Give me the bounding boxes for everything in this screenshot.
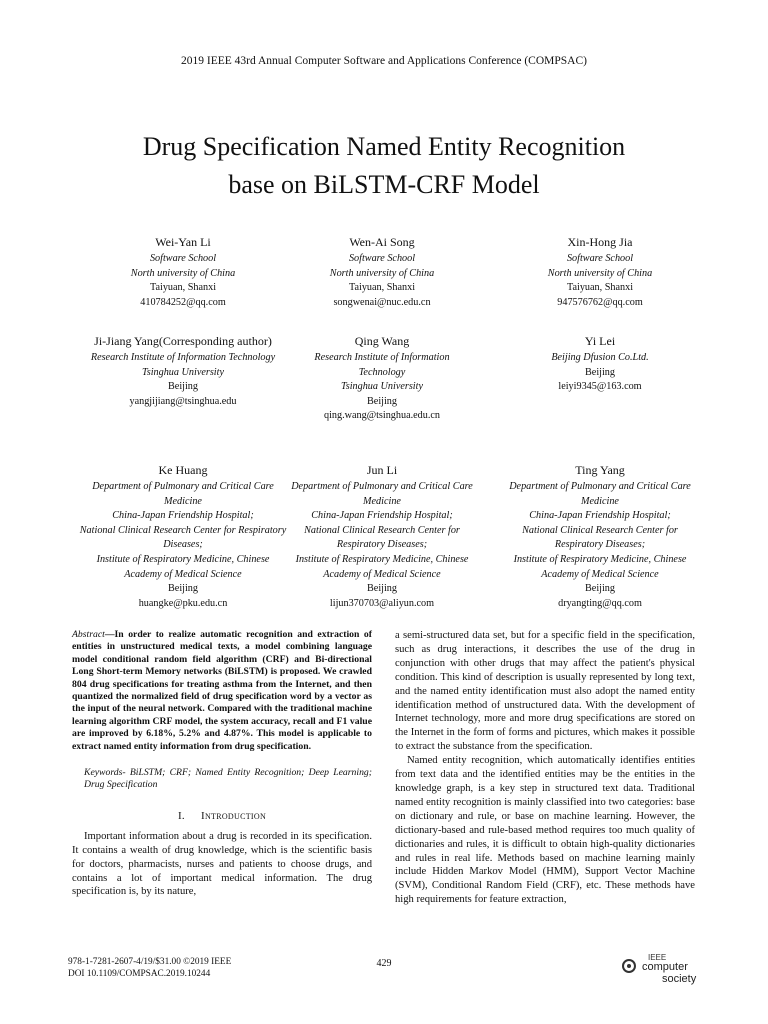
author-affiliation-line: Beijing: [585, 583, 615, 595]
author-affiliation-line[interactable]: 410784252@qq.com: [140, 296, 226, 308]
logo-text-computer: computer: [642, 961, 688, 973]
page-number: 429: [376, 958, 392, 969]
author-affiliation-line[interactable]: huangke@pku.edu.cn: [138, 597, 228, 609]
author-name: Jun Li: [366, 463, 398, 477]
author-card: [290, 462, 474, 611]
author-affiliation-line[interactable]: qing.wang@tsinghua.edu.cn: [323, 410, 441, 422]
author-affiliation-line: Beijing: [585, 366, 615, 378]
author-affiliation-line: National Clinical Research Center for Respiratory Diseases;: [79, 524, 287, 551]
logo-text-society: society: [662, 973, 697, 985]
author-card: [78, 333, 288, 409]
author-affiliation-line: Tsinghua University: [341, 381, 423, 393]
abstract: [72, 629, 372, 753]
intro-paragraph: Important information about a drug is recorded in its specification. It contains a wealth of drug knowledge, which is the scientific basis for doctors, pharmacists, nurses and patients to choose drugs, and contains a lot of important medical information. The drug specification is, by its nature,: [72, 830, 372, 898]
right-paragraph-1: a semi-structured data set, but for a specific field in the specification, such as drug interactions, it describes the use of the drug in conjunction with other drugs that may affect the patient's physical condition. This kind of description is usually represented by long text, and the named entity identification must also adopt the named entity identification method of unstructured data. With the development of Internet technology, more and more drug specifications are stored on the Internet in the form of forms and pictures, which makes it possible to extract the substance from the specification.: [395, 630, 695, 753]
author-name: Wei-Yan Li: [155, 235, 211, 249]
author-name: Ji-Jiang Yang(Corresponding author): [94, 334, 272, 348]
author-affiliation-line: Beijing: [367, 583, 397, 595]
author-affiliation-line: Taiyuan, Shanxi: [149, 282, 217, 294]
author-card: [508, 462, 692, 611]
author-name: Qing Wang: [354, 334, 410, 348]
author-affiliation-line: Beijing: [168, 381, 198, 393]
author-affiliation-line: North university of China: [130, 267, 236, 279]
author-affiliation-line: Department of Pulmonary and Critical Care Medicine: [509, 481, 691, 507]
author-affiliation-line: Department of Pulmonary and Critical Care Medicine: [291, 481, 473, 507]
section-heading: [72, 810, 372, 824]
author-card: [290, 333, 474, 424]
author-affiliation-line: China-Japan Friendship Hospital;: [529, 510, 671, 522]
author-affiliation-line: Tsinghua University: [142, 366, 224, 378]
section-title: Introduction: [200, 809, 267, 822]
author-affiliation-line[interactable]: leiyi9345@163.com: [558, 381, 642, 393]
author-affiliation-line[interactable]: dryangting@qq.com: [558, 597, 642, 609]
author-affiliation-line: Beijing: [367, 395, 397, 407]
author-affiliation-line[interactable]: lijun370703@aliyun.com: [329, 597, 435, 609]
author-affiliation-line: Beijing Dfusion Co.Ltd.: [551, 352, 649, 363]
author-affiliation-line: Institute of Respiratory Medicine, Chinese Academy of Medical Science: [295, 553, 469, 580]
logo-text-ieee: IEEE: [648, 953, 667, 962]
author-affiliation-line: Beijing: [168, 583, 198, 595]
author-affiliation-line[interactable]: songwenai@nuc.edu.cn: [333, 296, 431, 308]
author-card: [508, 333, 692, 395]
author-affiliation-line: Taiyuan, Shanxi: [348, 282, 416, 294]
footer-isbn: 978-1-7281-2607-4/19/$31.00 ©2019 IEEE: [68, 957, 232, 967]
author-name: Xin-Hong Jia: [567, 235, 633, 249]
author-card: [78, 234, 288, 310]
author-affiliation-line: Taiyuan, Shanxi: [566, 282, 634, 294]
right-paragraph-2: Named entity recognition, which automatically identifies entities from text data and the identified entities may be the entities in the knowledge graph, is a key step in structured text data. Traditional named entity recognition is mainly classified into two categories: base on dictionary and rule, or base on machine learning. However, the dictionary-based and rule-based method requires too much quality of dictionaries and rules, it is difficult to obtain high-quality dictionaries and rules in real life. Methods based on machine learning mainly include Hidden Markov Model (HMM), Support Vector Machine (SVM), Conditional Random Field (CRF), etc. These methods have high requirements for feature extraction,: [395, 755, 695, 906]
author-affiliation-line: National Clinical Research Center for Respiratory Diseases;: [522, 524, 678, 551]
author-card: [508, 234, 692, 310]
ieee-computer-society-logo: [622, 953, 712, 987]
author-name: Ting Yang: [575, 463, 625, 477]
author-affiliation-line: Department of Pulmonary and Critical Care Medicine: [92, 481, 274, 507]
author-card: [78, 462, 288, 611]
author-affiliation-line: Software School: [348, 253, 416, 264]
author-affiliation-line: Institute of Respiratory Medicine, Chinese Academy of Medical Science: [96, 553, 270, 580]
section-number: I.: [177, 809, 185, 822]
abstract-dash: —: [104, 629, 115, 640]
author-affiliation-line: China-Japan Friendship Hospital;: [311, 510, 453, 522]
author-affiliation-line: National Clinical Research Center for Respiratory Diseases;: [304, 524, 460, 551]
conference-header: 2019 IEEE 43rd Annual Computer Software and Applications Conference (COMPSAC): [181, 55, 587, 67]
ieee-cs-logo-icon: [622, 959, 636, 973]
author-affiliation-line[interactable]: yangjijiang@tsinghua.edu: [129, 395, 237, 407]
abstract-body: In order to realize automatic recognition and extraction of entities in unstructured medical texts, a model combining language model conditional random field algorithm (CRF) and Bi-directional Long Short-term Memory networks (BiLSTM) is proposed. We crawled 804 drug specifications for treating asthma from the Internet, and then quantized the normalized field of drug specification word by a vector as the input of the neural network. Compared with the traditional machine learning algorithm CRF model, the system accuracy, recall and F1 value are improved by 6.18%, 5.2% and 4.87%. This model is applicable to extract named entity information from drug specification.: [72, 629, 372, 752]
footer-doi: DOI 10.1109/COMPSAC.2019.10244: [68, 969, 211, 979]
author-affiliation-line: Software School: [566, 253, 634, 264]
author-name: Yi Lei: [584, 334, 616, 348]
author-name: Ke Huang: [158, 463, 208, 477]
title-line-2: base on BiLSTM-CRF Model: [228, 170, 540, 199]
abstract-lead: Abstract: [72, 629, 105, 640]
author-affiliation-line: Research Institute of Information Technology: [90, 352, 276, 363]
author-name: Wen-Ai Song: [349, 235, 415, 249]
left-column: [72, 629, 372, 899]
author-affiliation-line: China-Japan Friendship Hospital;: [112, 510, 254, 522]
author-affiliation-line: North university of China: [329, 267, 435, 279]
author-affiliation-line: Institute of Respiratory Medicine, Chinese Academy of Medical Science: [513, 553, 687, 580]
author-card: [290, 234, 474, 310]
right-column: [395, 629, 695, 907]
title-line-1: Drug Specification Named Entity Recognition: [142, 132, 626, 161]
author-affiliation-line: Software School: [149, 253, 217, 264]
author-affiliation-line[interactable]: 947576762@qq.com: [557, 296, 643, 308]
author-affiliation-line: North university of China: [547, 267, 653, 279]
keywords: Keywords- BiLSTM; CRF; Named Entity Recognition; Deep Learning; Drug Specification: [84, 767, 372, 791]
paper-title: [0, 128, 768, 204]
author-affiliation-line: Research Institute of Information Technology: [314, 352, 450, 378]
